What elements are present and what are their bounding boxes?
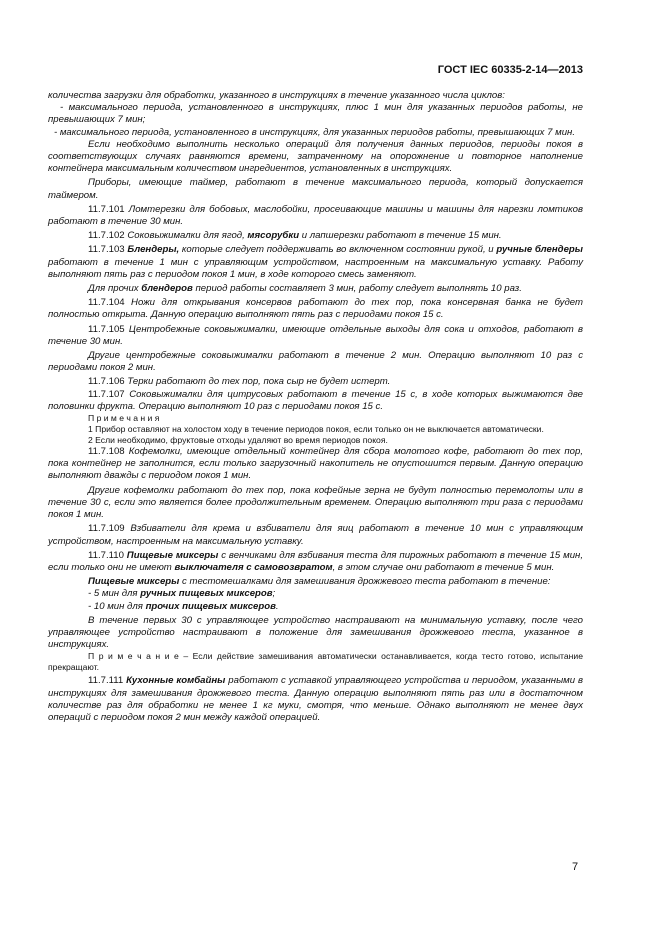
paragraph — [48, 297, 583, 321]
paragraph — [48, 244, 583, 281]
text-segment: Блендеры, — [127, 244, 180, 256]
text-segment: работают с уставкой управляющего устройства и периодом, указанными в инструкциях для замешивания дрожжевого теста. Данную операцию выполняют пять раз или в достаточном количестве раз для обработки не менее 1 кг муки, смотря, что меньше. Однако выполняют не менее двух операций с периодом покоя 2 мин между каждой операцией. — [48, 675, 584, 723]
text-segment: 11.7.103 — [88, 244, 128, 256]
paragraph — [48, 139, 583, 176]
text-segment: блендеров — [141, 283, 193, 295]
text-segment: , в этом случае они работают в течение 5 мин. — [332, 561, 555, 573]
text-segment: 11.7.102 — [88, 230, 128, 242]
paragraph — [48, 376, 583, 388]
text-segment: количества загрузки для обработки, указанного в инструкциях в течение указанного числа циклов: — [48, 90, 505, 101]
paragraph — [48, 651, 583, 673]
page-number: 7 — [572, 861, 579, 873]
text-segment: . — [275, 600, 279, 612]
text-segment: работают в течение 1 мин с управляющим устройством, настроенным на максимальную уставку. Работу выполняют пять раз с периодом покоя 1 мин, в ходе которого смесь заменяют. — [48, 256, 583, 280]
text-segment: Ножи для открывания консервов работают до тех пор, пока консервная банка не будет полностью открыта. Данную операцию выполняют пять раз с периодами покоя 15 с. — [48, 297, 583, 321]
paragraph — [48, 127, 583, 139]
text-segment: Кофемолки, имеющие отдельный контейнер для сбора молотого кофе, работают до тех пор, пока контейнер не заполнится, если только загрузочный накопитель не опустошится первым. Данную операцию выполняют дважды с периодом покоя 1 мин. — [48, 446, 583, 482]
text-segment: Соковыжималки для цитрусовых работают в течение 15 с, в ходе которых выжимаются две половинки фрукта. Операцию выполняют 10 раз с периодами покоя 15 с. — [48, 388, 583, 412]
text-segment: 11.7.110 — [88, 549, 127, 561]
text-segment: 11.7.101 — [88, 203, 129, 215]
text-segment: 11.7.109 — [88, 523, 131, 535]
text-segment: мясорубки — [247, 230, 300, 242]
paragraph — [48, 204, 583, 228]
text-segment: 11.7.105 — [88, 323, 129, 335]
document-body — [48, 90, 583, 724]
text-segment: - максимального периода, установленного в инструкциях, для указанных периодов работы, превышающих 7 мин. — [54, 126, 575, 138]
paragraph — [48, 675, 583, 724]
paragraph — [48, 350, 583, 374]
paragraph — [48, 576, 583, 588]
text-segment: Пищевые миксеры — [126, 549, 219, 561]
text-segment: с тестомешалками для замешивания дрожжевого теста работают в течение: — [179, 576, 551, 588]
text-segment: Пищевые миксеры — [88, 576, 180, 588]
text-segment: В течение первых 30 с управляющее устройство настраивают на минимальную уставку, после чего управляющее устройство настраивают в положение для замешивания дрожжевого теста, указанное в инструкциях. — [48, 614, 583, 651]
text-segment: П р и м е ч а н и я — [88, 413, 160, 424]
text-segment: Центробежные соковыжималки, имеющие отдельные выходы для сока и отходов, работают в течение 30 мин. — [48, 323, 583, 347]
text-segment: 11.7.107 — [88, 388, 130, 400]
paragraph — [48, 523, 583, 547]
text-segment: Приборы, имеющие таймер, работают в течение максимального периода, который допускается таймером. — [48, 177, 583, 201]
text-segment: ручные блендеры — [496, 244, 583, 256]
text-segment: 11.7.106 — [88, 376, 128, 388]
text-segment: Терки работают до тех пор, пока сыр не будет истерт. — [127, 376, 391, 388]
text-segment: Соковыжималки для ягод, — [127, 230, 248, 242]
text-segment: с венчиками для взбивания теста для пирожных работают в течение 15 мин, если только они не имеют — [48, 549, 583, 573]
text-segment: ; — [272, 588, 276, 600]
text-segment: - максимального периода, установленного в инструкциях, плюс 1 мин для указанных периодов работы, не превышающих 7 мин; — [48, 102, 583, 126]
paragraph — [48, 102, 583, 126]
text-segment: П р и м е ч а н и е – Если действие замешивания автоматически останавливается, когда тесто готово, испытание прекращают. — [48, 651, 583, 673]
document-code: ГОСТ IEC 60335-2-14—2013 — [437, 64, 583, 76]
paragraph — [48, 324, 583, 348]
text-segment: и лапшерезки работают в течение 15 мин. — [299, 230, 502, 242]
text-segment: прочих пищевых миксеров — [145, 600, 276, 612]
paragraph — [48, 389, 583, 413]
text-segment: 11.7.104 — [88, 297, 132, 309]
paragraph — [48, 435, 583, 446]
text-segment: 11.7.108 — [88, 446, 129, 458]
text-segment: которые следует поддерживать во включенном состоянии рукой, и — [179, 244, 497, 256]
paragraph — [48, 413, 583, 424]
paragraph — [48, 230, 583, 242]
text-segment: Ломтерезки для бобовых, маслобойки, просеивающие машины и машины для нарезки ломтиков работают в течение 30 мин. — [48, 203, 583, 228]
text-segment: - 5 мин для — [88, 588, 141, 600]
text-segment: ручных пищевых миксеров — [140, 588, 273, 600]
text-segment: Для прочих — [88, 283, 142, 295]
text-segment: Взбиватели для крема и взбиватели для яиц работают в течение 10 мин с управляющим устройством, настроенным на максимальную уставку. — [48, 523, 583, 547]
text-segment: Если необходимо выполнить несколько операций для получения данных периодов, периоды покоя в соответствующих случаях равняются времени, затраченному на опорожнение и повторное наполнение контейнера максимальным количеством ингредиентов, установленных в инструкциях. — [48, 138, 583, 175]
paragraph — [48, 615, 583, 652]
text-segment: - 10 мин для — [88, 600, 146, 612]
paragraph — [48, 550, 583, 574]
paragraph — [48, 588, 583, 600]
text-segment: Кухонные комбайны — [126, 675, 226, 687]
text-segment: 1 Прибор оставляют на холостом ходу в течение периодов покоя, если только он не выключается автоматически. — [88, 424, 544, 435]
paragraph — [48, 424, 583, 435]
paragraph — [48, 90, 583, 102]
paragraph — [48, 601, 583, 613]
text-segment: Другие центробежные соковыжималки работают в течение 2 мин. Операцию выполняют 10 раз с периодами покоя 2 мин. — [48, 350, 583, 374]
text-segment: выключателя с самовозвратом — [174, 561, 333, 573]
paragraph — [48, 485, 583, 522]
paragraph — [48, 283, 583, 295]
paragraph — [48, 446, 583, 483]
text-segment: период работы составляет 3 мин, работу следует выполнять 10 раз. — [192, 283, 522, 295]
text-segment: 2 Если необходимо, фруктовые отходы удаляют во время периодов покоя. — [88, 435, 388, 446]
text-segment: 11.7.111 — [88, 675, 127, 687]
text-segment: Другие кофемолки работают до тех пор, пока кофейные зерна не будут полностью перемолоты или в течение 30 с, если это является более продолжительным временем. Операцию выполняют три раза с периодами покоя 1 мин. — [48, 484, 583, 521]
paragraph — [48, 177, 583, 201]
